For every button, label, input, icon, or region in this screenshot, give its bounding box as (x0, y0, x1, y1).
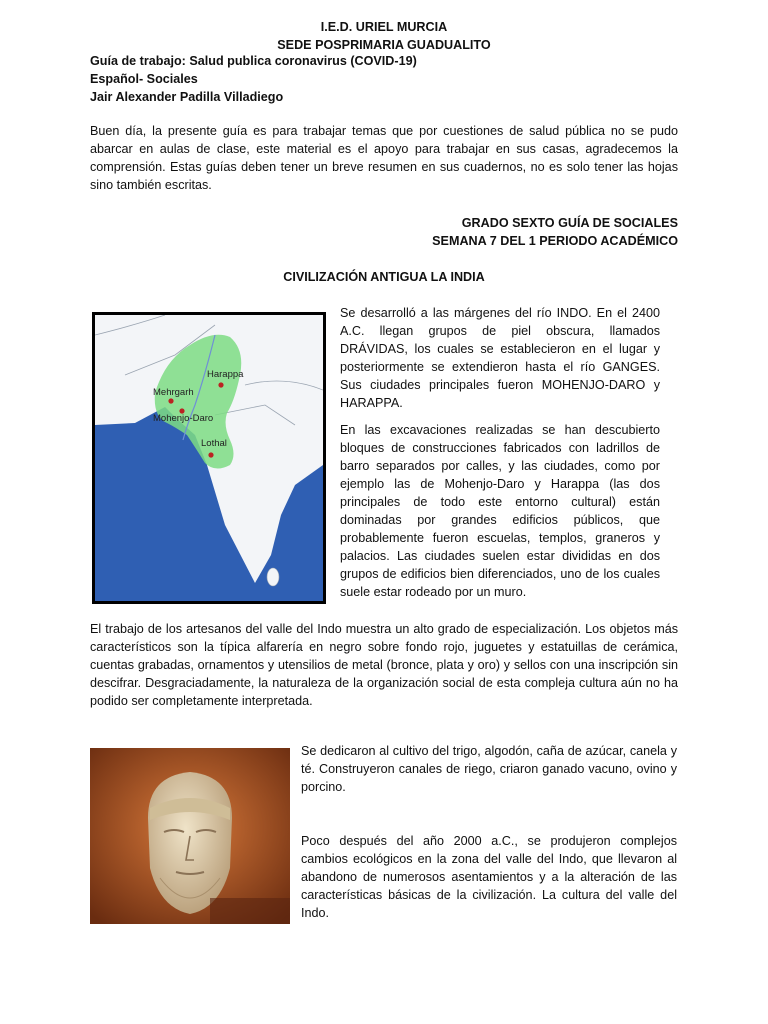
guide-title: Guía de trabajo: Salud publica coronavirus (COVID-19) (90, 54, 417, 68)
paragraph-excavations: En las excavaciones realizadas se han descubierto bloques de construcciones fabricados con ladrillos de barro separados por calles, y las ciudades, como por ejemplo las de Mohenjo-Daro y Harappa (las dos principales de todo este entorno cultural) están dominadas por grandes edificios públicos, que probablemente fueron escuelas, templos, graneros y palacios. Las ciudades suelen estar divididas en dos grupos de edificios bien diferenciados, uno de los cuales suele estar rodeado por un muro. (340, 423, 660, 599)
island-shape (267, 568, 279, 586)
teacher-name: Jair Alexander Padilla Villadiego (90, 90, 284, 104)
guide-meta (90, 52, 690, 106)
subjects: Español- Sociales (90, 72, 198, 86)
indus-map-image (92, 312, 326, 604)
lothal-dot (208, 452, 213, 457)
agriculture-column (301, 742, 677, 958)
map-label-harappa: Harappa (207, 369, 244, 380)
map-label-mehrgarh: Mehrgarh (153, 387, 194, 398)
paragraph-agriculture: Se dedicaron al cultivo del trigo, algodón, caña de azúcar, canela y té. Construyeron canales de riego, criaron ganado vacuno, ovino y porcino. (301, 744, 677, 794)
section-title: CIVILIZACIÓN ANTIGUA LA INDIA (283, 270, 485, 284)
campus-name: SEDE POSPRIMARIA GUADUALITO (277, 38, 491, 52)
paragraph-origin: Se desarrolló a las márgenes del río INDO. En el 2400 A.C. llegan grupos de piel obscura, llamados DRÁVIDAS, los cuales se establecieron en el lugar y posteriormente se extendieron hasta el río GANGES. Sus ciudades principales fueron MOHENJO-DARO y HARAPPA. (340, 306, 660, 410)
artisans-paragraph: El trabajo de los artesanos del valle del Indo muestra un alto grado de especialización. Los objetos más característicos son la típica alfarería en negro sobre fondo rojo, juguetes y estatuillas de cerámica, cuentas grabadas, ornamentos y utensilios de metal (bronce, plata y oro) y sellos con una inscripción sin descifrar. Desgraciadamente, la naturaleza de la organización social de esta compleja cultura aún no ha podido ser completamente interpretada. (90, 622, 678, 708)
school-name: I.E.D. URIEL MURCIA (320, 20, 448, 34)
mehrgarh-dot (168, 398, 173, 403)
statue-photo (90, 748, 290, 924)
right-column-text (340, 304, 660, 610)
statue-graphic (90, 748, 290, 924)
paragraph-decline: Poco después del año 2000 a.C., se produjeron complejos cambios ecológicos en la zona del valle del Indo, que llevaron al abandono de numerosos asentamientos y a la alteración de las características básicas de la civilización. La cultura del valle del Indo. (301, 834, 677, 920)
map-graphic (95, 315, 323, 601)
harappa-dot (218, 382, 223, 387)
grade-line: GRADO SEXTO GUÍA DE SOCIALES (461, 216, 678, 230)
map-label-mohenjo-daro: Mohenjo-Daro (153, 413, 214, 424)
map-label-lothal: Lothal (201, 438, 227, 449)
week-line: SEMANA 7 DEL 1 PERIODO ACADÉMICO (432, 234, 678, 248)
intro-paragraph: Buen día, la presente guía es para trabajar temas que por cuestiones de salud pública no se pudo abarcar en aulas de clase, este material es el apoyo para trabajar en sus casas, agradecemos la comprensión. Estas guías deben tener un breve resumen en sus cuadernos, no es solo tener las hojas sino también escritas. (90, 124, 678, 192)
